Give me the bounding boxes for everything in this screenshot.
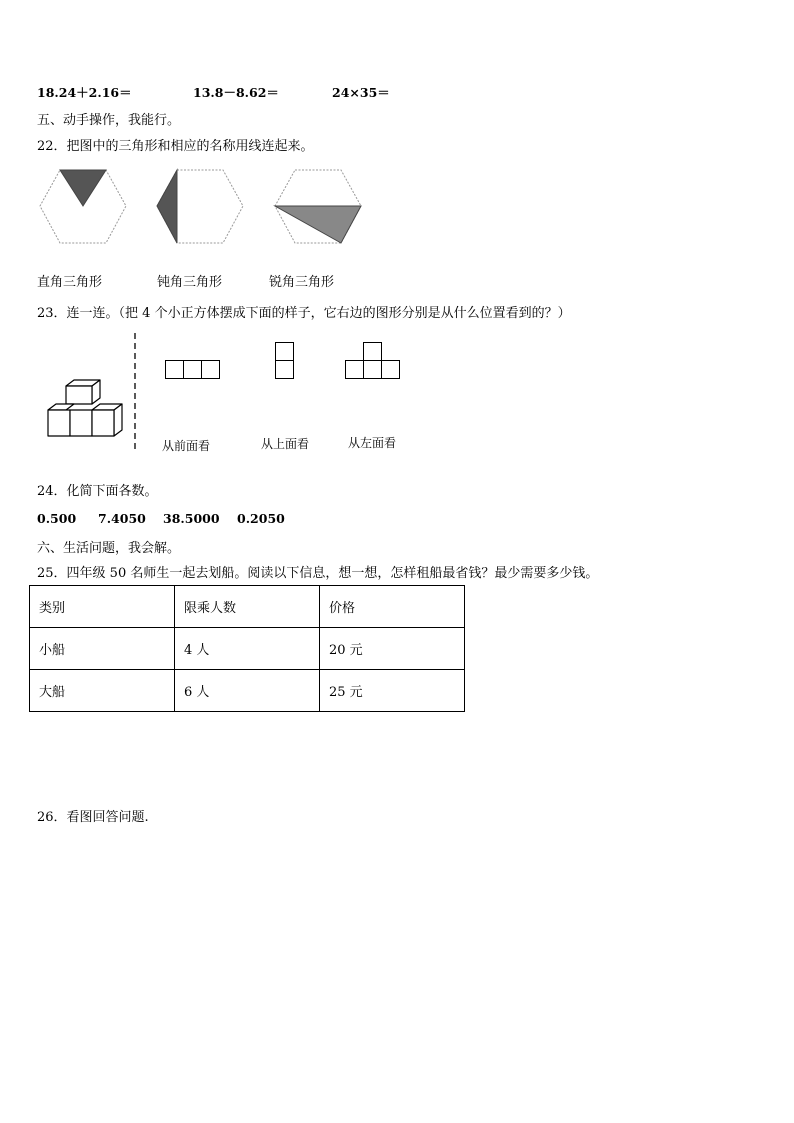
table-cell: 20 元 [320, 628, 465, 670]
boat-rental-table [29, 585, 465, 712]
view-label-left: 从左面看 [348, 436, 397, 450]
table-cell: 25 元 [320, 670, 465, 712]
table-header-row [30, 586, 465, 628]
decimal-number-2: 7.4050 [98, 511, 146, 526]
hexagon-figure-3 [273, 168, 363, 246]
section-six-title: 六、生活问题，我会解。 [37, 541, 181, 556]
question-25-text: 25．四年级 50 名师生一起去划船。阅读以下信息，想一想，怎样租船最省钱？最少需要多少钱。 [37, 566, 599, 581]
table-header-cell: 限乘人数 [175, 586, 320, 628]
view-shape-two-stacked [275, 342, 295, 380]
table-cell: 4 人 [175, 628, 320, 670]
hexagon-figure-1 [38, 168, 128, 246]
calc-item-2: 13.8－8.62＝ [193, 85, 279, 100]
section-five-title: 五、动手操作，我能行。 [37, 113, 181, 128]
triangle-label-obtuse: 钝角三角形 [157, 275, 223, 290]
view-label-front: 从前面看 [162, 439, 211, 453]
question-23-text: 23．连一连。（把 4 个小正方体摆成下面的样子，它右边的图形分别是从什么位置看到的？） [37, 306, 571, 321]
table-row [30, 628, 465, 670]
triangle-label-right: 直角三角形 [37, 275, 103, 290]
table-header-cell: 价格 [320, 586, 465, 628]
decimal-number-4: 0.2050 [237, 511, 285, 526]
question-24-text: 24．化简下面各数。 [37, 484, 158, 499]
question-22-text: 22．把图中的三角形和相应的名称用线连起来。 [37, 139, 314, 154]
table-header-cell: 类别 [30, 586, 175, 628]
view-shape-t-shape [345, 342, 403, 380]
calc-item-1: 18.24＋2.16＝ [37, 85, 132, 100]
decimal-number-3: 38.5000 [163, 511, 220, 526]
view-label-top: 从上面看 [261, 437, 310, 451]
dashed-divider [133, 333, 137, 453]
cube-stack-figure [44, 378, 128, 440]
decimal-number-1: 0.500 [37, 511, 77, 526]
table-cell: 6 人 [175, 670, 320, 712]
table-cell: 大船 [30, 670, 175, 712]
triangle-label-acute: 锐角三角形 [269, 275, 335, 290]
calc-item-3: 24×35＝ [332, 85, 390, 100]
hexagon-figure-2 [155, 168, 245, 246]
table-row [30, 670, 465, 712]
question-26-text: 26．看图回答问题. [37, 810, 149, 825]
table-cell: 小船 [30, 628, 175, 670]
view-shape-three-in-row [165, 360, 222, 380]
